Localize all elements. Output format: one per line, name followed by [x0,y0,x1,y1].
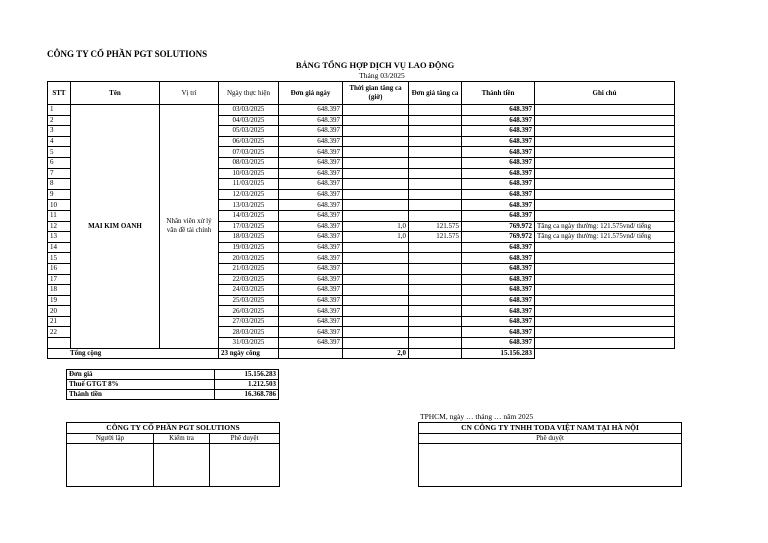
row-ot-price [409,285,462,296]
summary-value: 15.156.283 [215,370,279,380]
row-ot-price [409,210,462,221]
row-note [535,136,675,147]
row-date: 27/03/2025 [219,316,279,327]
row-ot-hours [343,179,409,190]
row-amount: 769.972 [462,221,535,232]
row-unit-price: 648.397 [279,338,343,349]
row-amount: 648.397 [462,338,535,349]
document-month-text: Tháng 03/2025 [359,71,405,80]
sign-right-title: CN CÔNG TY TNHH TODA VIỆT NAM TẠI HÀ NỘI [419,423,682,434]
row-stt: 17 [48,274,71,285]
row-unit-price: 648.397 [279,210,343,221]
row-ot-hours [343,263,409,274]
row-ot-hours [343,316,409,327]
total-amount: 15.156.283 [462,348,535,359]
row-amount: 648.397 [462,147,535,158]
row-unit-price: 648.397 [279,105,343,116]
row-stt: 5 [48,147,71,158]
row-date: 17/03/2025 [219,221,279,232]
row-ot-hours [343,136,409,147]
row-date: 03/03/2025 [219,105,279,116]
row-date: 08/03/2025 [219,157,279,168]
row-ot-price [409,316,462,327]
row-unit-price: 648.397 [279,316,343,327]
row-stt: 20 [48,306,71,317]
header-unit-price: Đơn giá ngày [279,82,343,105]
row-amount: 648.397 [462,126,535,137]
row-note [535,306,675,317]
row-note [535,200,675,211]
row-date: 20/03/2025 [219,253,279,264]
row-ot-hours [343,338,409,349]
row-stt: 14 [48,242,71,253]
row-ot-hours [343,115,409,126]
employee-name: MAI KIM OANH [71,105,160,349]
row-amount: 648.397 [462,327,535,338]
row-date: 25/03/2025 [219,295,279,306]
row-ot-hours [343,105,409,116]
row-ot-hours [343,274,409,285]
header-date: Ngày thực hiện [219,82,279,105]
summary-value: 1.212.503 [215,380,279,390]
row-amount: 648.397 [462,316,535,327]
row-ot-hours [343,168,409,179]
row-ot-hours [343,200,409,211]
header-note: Ghi chú [535,82,675,105]
row-ot-price [409,147,462,158]
row-amount: 769.972 [462,232,535,243]
row-amount: 648.397 [462,285,535,296]
summary-label: Thành tiền [67,390,215,400]
row-ot-hours [343,285,409,296]
row-note [535,147,675,158]
row-ot-hours [343,306,409,317]
document-month [0,71,768,80]
row-note [535,168,675,179]
company-name: CÔNG TY CỔ PHẦN PGT SOLUTIONS [47,49,208,59]
row-ot-hours: 1,0 [343,221,409,232]
signature-box-client [419,444,682,487]
row-amount: 648.397 [462,200,535,211]
summary-label: Đơn giá [67,370,215,380]
row-date: 05/03/2025 [219,126,279,137]
row-amount: 648.397 [462,105,535,116]
row-amount: 648.397 [462,242,535,253]
row-note [535,179,675,190]
row-ot-price [409,338,462,349]
sign-left-col-approver: Phê duyệt [210,434,280,444]
row-date: 22/03/2025 [219,274,279,285]
sign-left-title: CÔNG TY CỔ PHẦN PGT SOLUTIONS [67,423,280,434]
summary-row [67,370,279,380]
row-ot-price [409,295,462,306]
row-date: 26/03/2025 [219,306,279,317]
row-date: 13/03/2025 [219,200,279,211]
total-row [48,348,675,359]
row-unit-price: 648.397 [279,157,343,168]
sign-box-left [66,422,280,487]
total-days: 23 ngày công [219,348,279,359]
header-name: Tên [71,82,160,105]
row-ot-price [409,274,462,285]
row-amount: 648.397 [462,179,535,190]
row-unit-price: 648.397 [279,263,343,274]
row-date: 18/03/2025 [219,232,279,243]
row-note [535,126,675,137]
signature-box-checker [154,444,210,487]
row-amount: 648.397 [462,115,535,126]
table-header-row [48,82,675,105]
row-amount: 648.397 [462,253,535,264]
row-ot-price: 121.575 [409,221,462,232]
row-unit-price: 648.397 [279,221,343,232]
row-stt: 11 [48,210,71,221]
employee-position: Nhân viên xử lý văn đề tài chính [160,105,219,349]
row-amount: 648.397 [462,295,535,306]
row-amount: 648.397 [462,274,535,285]
row-ot-hours [343,295,409,306]
row-ot-price [409,327,462,338]
sign-left-col-preparer: Người lập [67,434,154,444]
row-stt: 7 [48,168,71,179]
row-ot-price [409,136,462,147]
row-note [535,274,675,285]
row-note [535,157,675,168]
summary-table [66,369,279,400]
sign-left-col-checker: Kiểm tra [154,434,210,444]
row-stt: 15 [48,253,71,264]
sign-box-right [418,422,682,487]
document-title-text: BẢNG TỔNG HỢP DỊCH VỤ LAO ĐỘNG [295,60,455,70]
row-note [535,285,675,296]
row-unit-price: 648.397 [279,115,343,126]
header-ot-price: Đơn giá tăng ca [409,82,462,105]
row-unit-price: 648.397 [279,179,343,190]
total-empty-note [535,348,675,359]
row-ot-price [409,105,462,116]
row-unit-price: 648.397 [279,285,343,296]
row-amount: 648.397 [462,263,535,274]
row-date: 06/03/2025 [219,136,279,147]
summary-label: Thuế GTGT 8% [67,380,215,390]
row-note [535,115,675,126]
row-amount: 648.397 [462,136,535,147]
row-ot-price [409,179,462,190]
row-unit-price: 648.397 [279,147,343,158]
row-stt: 16 [48,263,71,274]
row-stt: 10 [48,200,71,211]
summary-value: 16.368.786 [215,390,279,400]
row-ot-price [409,115,462,126]
row-stt: 12 [48,221,71,232]
row-unit-price: 648.397 [279,126,343,137]
row-stt: 8 [48,179,71,190]
row-unit-price: 648.397 [279,242,343,253]
row-date: 04/03/2025 [219,115,279,126]
row-unit-price: 648.397 [279,274,343,285]
row-date: 21/03/2025 [219,263,279,274]
row-ot-price [409,242,462,253]
row-note [535,327,675,338]
row-unit-price: 648.397 [279,136,343,147]
row-unit-price: 648.397 [279,189,343,200]
row-note [535,189,675,200]
row-ot-price [409,306,462,317]
row-date: 11/03/2025 [219,179,279,190]
row-amount: 648.397 [462,168,535,179]
place-date: TPHCM, ngày … tháng … năm 2025 [420,412,534,421]
row-amount: 648.397 [462,306,535,317]
row-ot-hours [343,189,409,200]
row-ot-hours [343,147,409,158]
row-ot-price [409,157,462,168]
sign-right-col-approver: Phê duyệt [419,434,682,444]
table-row [48,105,675,116]
row-note [535,316,675,327]
row-ot-price [409,263,462,274]
signature-box-approver [210,444,280,487]
row-stt: 21 [48,316,71,327]
row-stt: 4 [48,136,71,147]
row-ot-price [409,189,462,200]
signature-box-preparer [67,444,154,487]
header-amount: Thành tiền [462,82,535,105]
row-note [535,105,675,116]
row-unit-price: 648.397 [279,327,343,338]
row-stt: 1 [48,105,71,116]
row-stt: 9 [48,189,71,200]
row-ot-price [409,126,462,137]
row-date: 28/03/2025 [219,327,279,338]
row-ot-price [409,168,462,179]
row-ot-price: 121.575 [409,232,462,243]
header-position: Vị trí [160,82,219,105]
row-ot-hours [343,253,409,264]
row-stt [48,338,71,349]
row-stt: 3 [48,126,71,137]
row-note [535,242,675,253]
header-stt: STT [48,82,71,105]
total-label: Tổng cộng [48,348,219,359]
row-stt: 6 [48,157,71,168]
row-ot-hours [343,126,409,137]
row-ot-hours [343,210,409,221]
row-date: 19/03/2025 [219,242,279,253]
row-date: 31/03/2025 [219,338,279,349]
row-note: Tăng ca ngày thường: 121.575vnđ/ tiếng [535,232,675,243]
total-ot-hours: 2,0 [343,348,409,359]
document-title [0,60,768,70]
row-ot-hours [343,242,409,253]
row-note [535,263,675,274]
row-date: 24/03/2025 [219,285,279,296]
row-unit-price: 648.397 [279,306,343,317]
row-stt: 2 [48,115,71,126]
row-ot-hours [343,157,409,168]
row-stt: 18 [48,285,71,296]
row-unit-price: 648.397 [279,253,343,264]
total-empty-price [279,348,343,359]
row-date: 14/03/2025 [219,210,279,221]
row-amount: 648.397 [462,189,535,200]
summary-row [67,390,279,400]
row-amount: 648.397 [462,210,535,221]
row-ot-price [409,200,462,211]
summary-row [67,380,279,390]
row-note [535,338,675,349]
row-note [535,253,675,264]
row-ot-hours: 1,0 [343,232,409,243]
row-date: 07/03/2025 [219,147,279,158]
row-date: 10/03/2025 [219,168,279,179]
total-empty-ot-price [409,348,462,359]
row-unit-price: 648.397 [279,232,343,243]
row-amount: 648.397 [462,157,535,168]
row-stt: 22 [48,327,71,338]
row-note [535,210,675,221]
row-unit-price: 648.397 [279,200,343,211]
row-date: 12/03/2025 [219,189,279,200]
row-ot-price [409,253,462,264]
row-stt: 19 [48,295,71,306]
header-ot-hours: Thời gian tăng ca (giờ) [343,82,409,105]
row-ot-hours [343,327,409,338]
row-note [535,295,675,306]
row-unit-price: 648.397 [279,295,343,306]
service-table [47,81,675,359]
row-unit-price: 648.397 [279,168,343,179]
row-stt: 13 [48,232,71,243]
row-note: Tăng ca ngày thường: 121.575vnđ/ tiếng [535,221,675,232]
